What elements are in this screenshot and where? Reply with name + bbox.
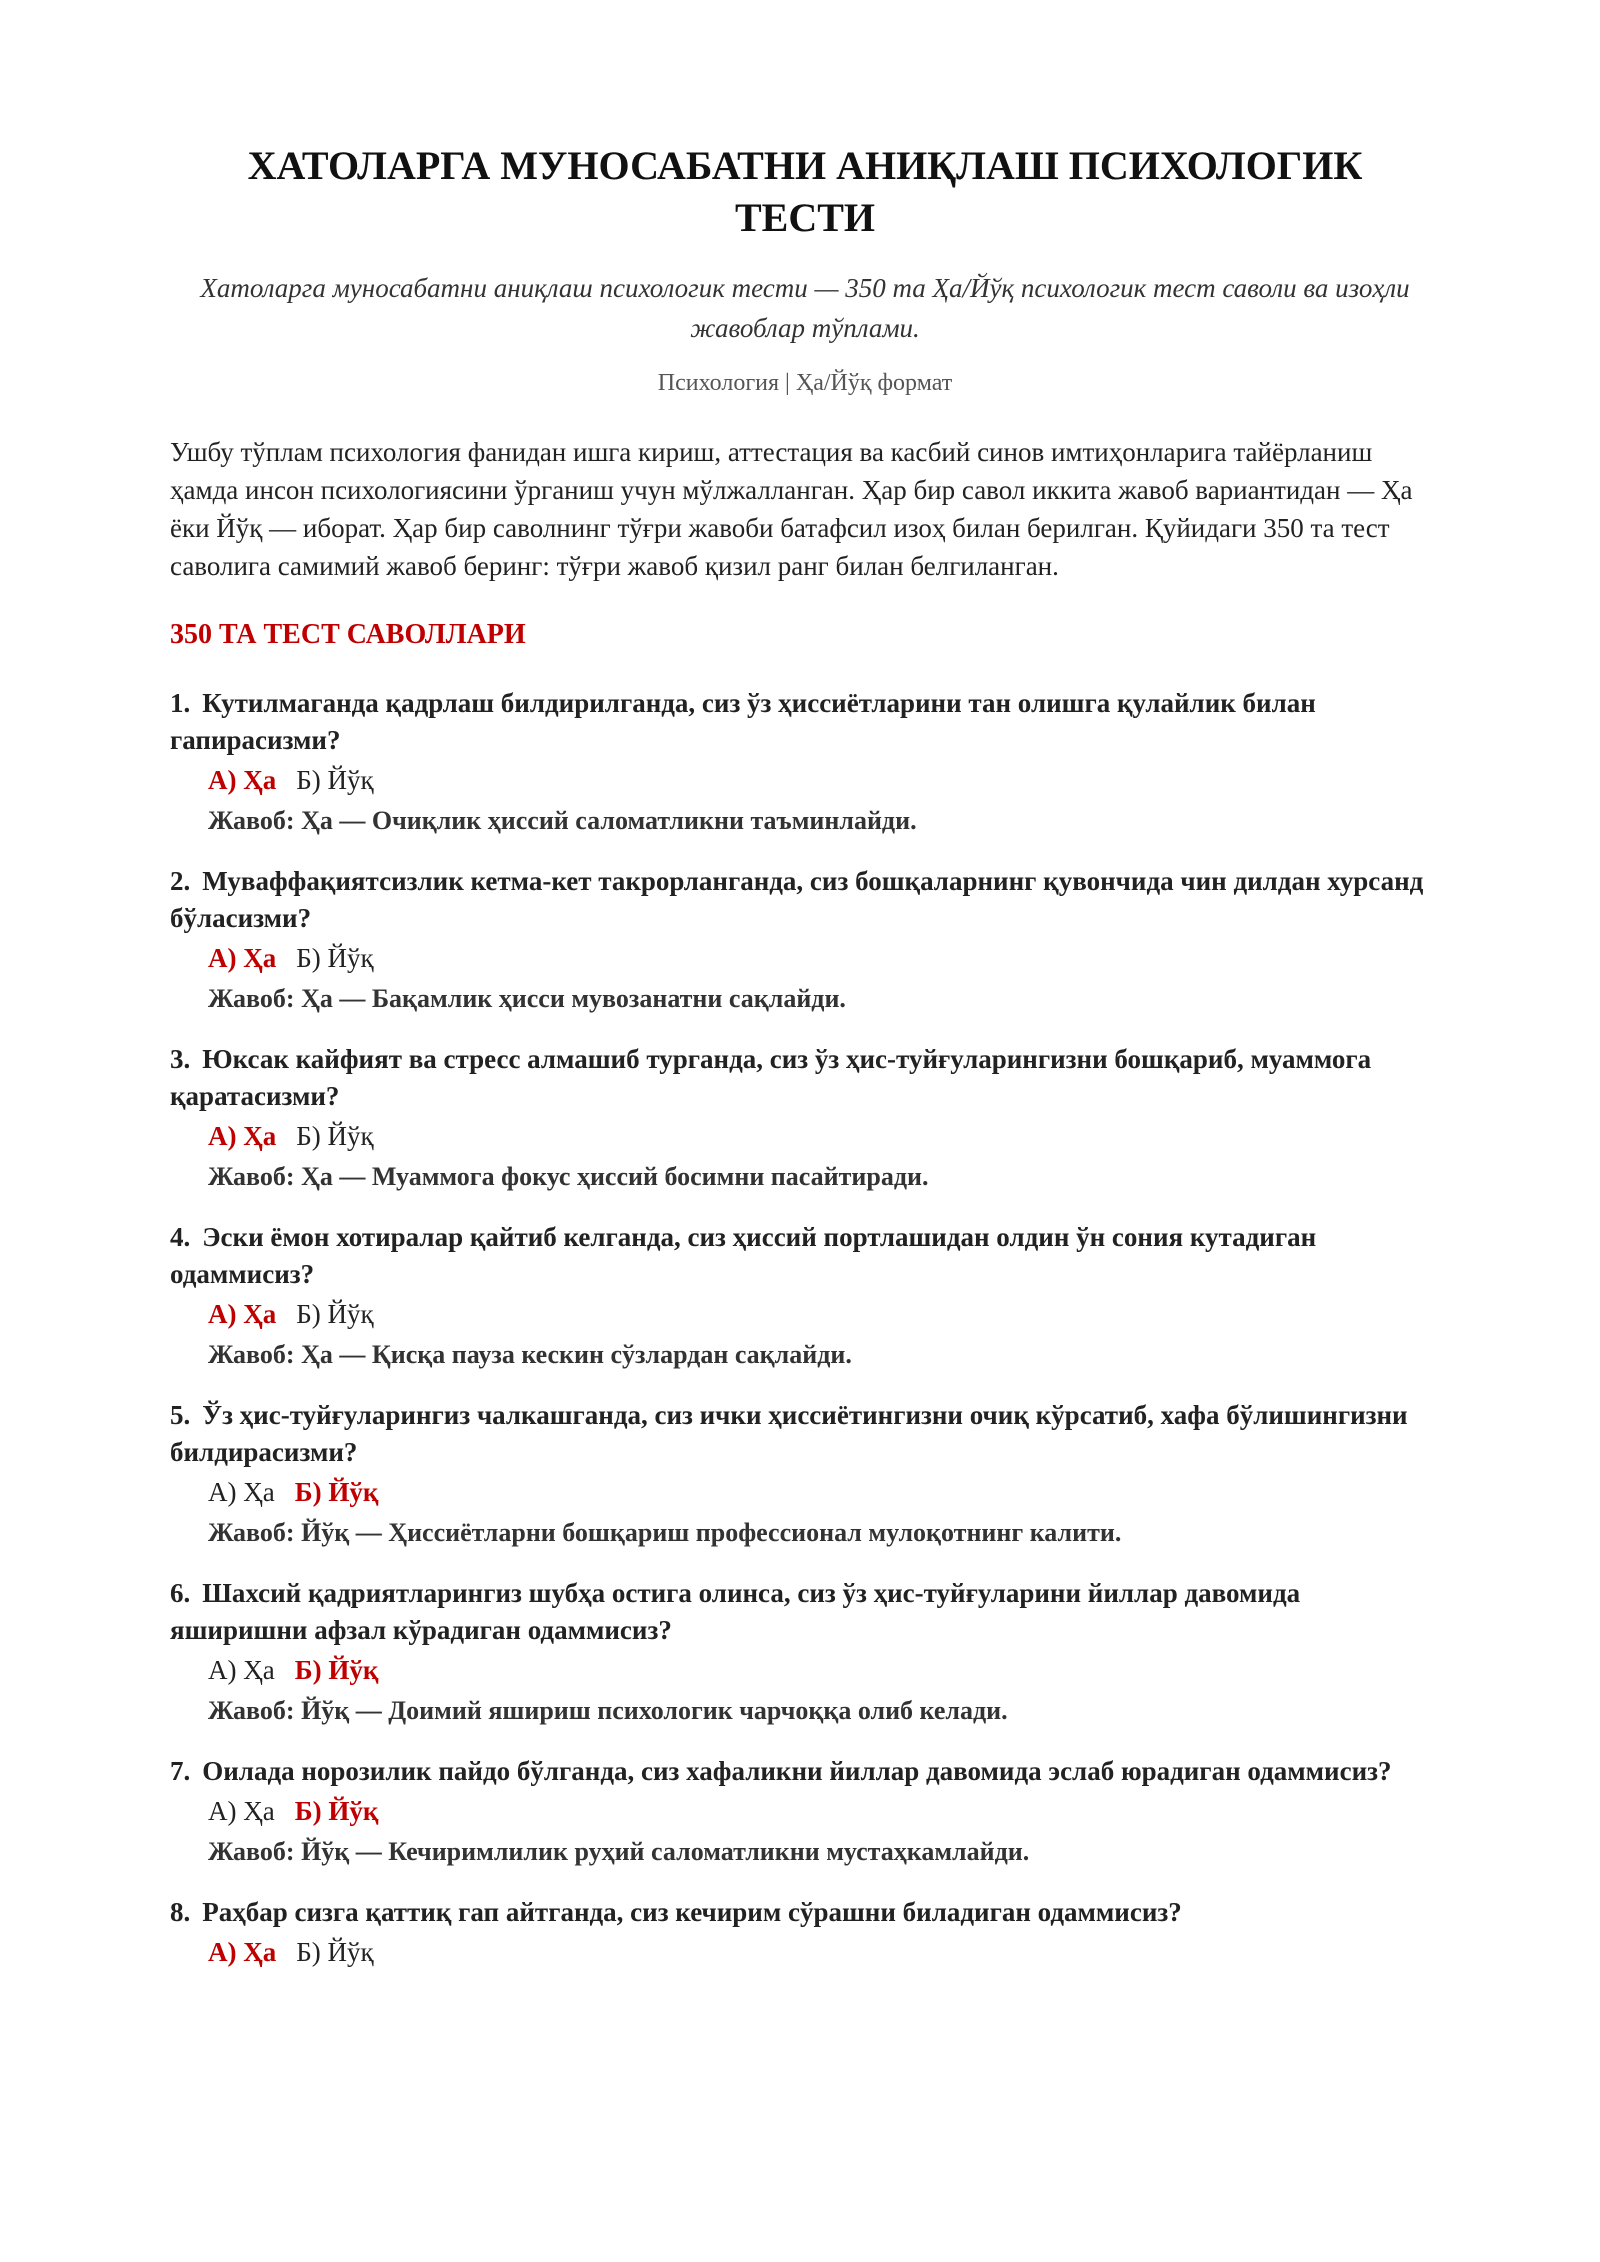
answer-options [170, 1293, 1440, 1335]
question-item [170, 1575, 1440, 1731]
question-number: 6. [170, 1578, 191, 1608]
answer-options [170, 1790, 1440, 1832]
option-b[interactable]: Б) Йўқ [294, 1655, 379, 1685]
answer-options [170, 1931, 1440, 1973]
question-text [170, 863, 1440, 937]
document-page [170, 140, 1440, 1995]
option-b[interactable]: Б) Йўқ [296, 1299, 374, 1329]
answer-explanation: Жавоб: Ҳа — Қисқа пауза кескин сўзлардан сақлайди. [208, 1340, 852, 1369]
question-body: Юксак кайфият ва стресс алмашиб турганда, сиз ўз ҳис-туйғуларингизни бошқариб, муаммога қаратасизми? [170, 1044, 1372, 1111]
option-a[interactable]: А) Ҳа [208, 1796, 275, 1826]
question-list [170, 685, 1440, 1973]
option-a[interactable]: А) Ҳа [208, 943, 277, 973]
question-body: Раҳбар сизга қаттиқ гап айтганда, сиз кечирим сўрашни биладиган одаммисиз? [202, 1897, 1182, 1927]
intro-paragraph: Ушбу тўплам психология фанидан ишга кириш, аттестация ва касбий синов имтиҳонларига тайёрланиш ҳамда инсон психологиясини ўрганиш учун мўлжалланган. Ҳар бир савол иккита жавоб вариантидан — Ҳа ёки Йўқ — иборат. Ҳар бир саволнинг тўғри жавоби батафсил изоҳ билан берилган. Қуйидаги 350 та тест саволига самимий жавоб беринг: тўғри жавоб қизил ранг билан белгиланган. [170, 437, 1413, 581]
question-body: Шахсий қадриятларингиз шубҳа остига олинса, сиз ўз ҳис-туйғуларини йиллар давомида яширишни афзал кўрадиган одаммисиз? [170, 1578, 1301, 1645]
document-subtitle: Хатоларга муносабатни аниқлаш психологик тести — 350 та Ҳа/Йўқ психологик тест саволи ва изоҳли жавоблар тўплами. [200, 273, 1410, 343]
document-meta: Психология | Ҳа/Йўқ формат [657, 370, 953, 396]
answer-explanation: Жавоб: Йўқ — Доимий яшириш психологик чарчоққа олиб келади. [208, 1696, 1008, 1725]
document-title: ХАТОЛАРГА МУНОСАБАТНИ АНИҚЛАШ ПСИХОЛОГИК ТЕСТИ [247, 143, 1363, 240]
answer-explanation: Жавоб: Йўқ — Ҳиссиётларни бошқариш профессионал мулоқотнинг калити. [208, 1518, 1122, 1547]
question-item [170, 1894, 1440, 1973]
option-b[interactable]: Б) Йўқ [296, 765, 374, 795]
option-b[interactable]: Б) Йўқ [296, 1937, 374, 1967]
question-item [170, 1219, 1440, 1375]
option-b[interactable]: Б) Йўқ [296, 943, 374, 973]
question-item [170, 1041, 1440, 1197]
option-a[interactable]: А) Ҳа [208, 1937, 277, 1967]
option-a[interactable]: А) Ҳа [208, 1477, 275, 1507]
answer-options [170, 1115, 1440, 1157]
question-item [170, 1753, 1440, 1872]
option-a[interactable]: А) Ҳа [208, 1121, 277, 1151]
answer-explanation: Жавоб: Ҳа — Очиқлик ҳиссий саломатликни таъминлайди. [208, 806, 917, 835]
question-text [170, 1894, 1440, 1931]
question-body: Муваффақиятсизлик кетма-кет такрорланганда, сиз бошқаларнинг қувончида чин дилдан хурсанд бўласизми? [170, 866, 1424, 933]
option-b[interactable]: Б) Йўқ [294, 1796, 379, 1826]
question-text [170, 685, 1440, 759]
answer-explanation: Жавоб: Ҳа — Муаммога фокус ҳиссий босимни пасайтиради. [208, 1162, 929, 1191]
question-number: 5. [170, 1400, 191, 1430]
answer-explanation: Жавоб: Ҳа — Бақамлик ҳисси мувозанатни сақлайди. [208, 984, 846, 1013]
question-item [170, 1397, 1440, 1553]
option-b[interactable]: Б) Йўқ [296, 1121, 374, 1151]
question-number: 4. [170, 1222, 191, 1252]
question-body: Оилада норозилик пайдо бўлганда, сиз хафаликни йиллар давомида эслаб юрадиган одаммисиз? [202, 1756, 1392, 1786]
answer-explanation: Жавоб: Йўқ — Кечиримлилик руҳий саломатликни мустаҳкамлайди. [208, 1837, 1030, 1866]
option-a[interactable]: А) Ҳа [208, 1655, 275, 1685]
answer-options [170, 937, 1440, 979]
question-body: Эски ёмон хотиралар қайтиб келганда, сиз ҳиссий портлашидан олдин ўн сония кутадиган одаммисиз? [170, 1222, 1317, 1289]
option-a[interactable]: А) Ҳа [208, 1299, 277, 1329]
question-text [170, 1041, 1440, 1115]
question-body: Кутилмаганда қадрлаш билдирилганда, сиз ўз ҳиссиётларини тан олишга қулайлик билан гапирасизми? [170, 688, 1316, 755]
question-number: 2. [170, 866, 191, 896]
option-a[interactable]: А) Ҳа [208, 765, 277, 795]
question-text [170, 1397, 1440, 1471]
question-item [170, 863, 1440, 1019]
question-number: 1. [170, 688, 191, 718]
question-body: Ўз ҳис-туйғуларингиз чалкашганда, сиз ички ҳиссиётингизни очиқ кўрсатиб, хафа бўлишингизни билдирасизми? [170, 1400, 1408, 1467]
answer-options [170, 1649, 1440, 1691]
section-heading: 350 ТА ТЕСТ САВОЛЛАРИ [170, 619, 526, 650]
answer-options [170, 1471, 1440, 1513]
question-text [170, 1575, 1440, 1649]
option-b[interactable]: Б) Йўқ [294, 1477, 379, 1507]
question-number: 3. [170, 1044, 191, 1074]
question-text [170, 1753, 1440, 1790]
question-item [170, 685, 1440, 841]
question-text [170, 1219, 1440, 1293]
answer-options [170, 759, 1440, 801]
question-number: 8. [170, 1897, 191, 1927]
question-number: 7. [170, 1756, 191, 1786]
